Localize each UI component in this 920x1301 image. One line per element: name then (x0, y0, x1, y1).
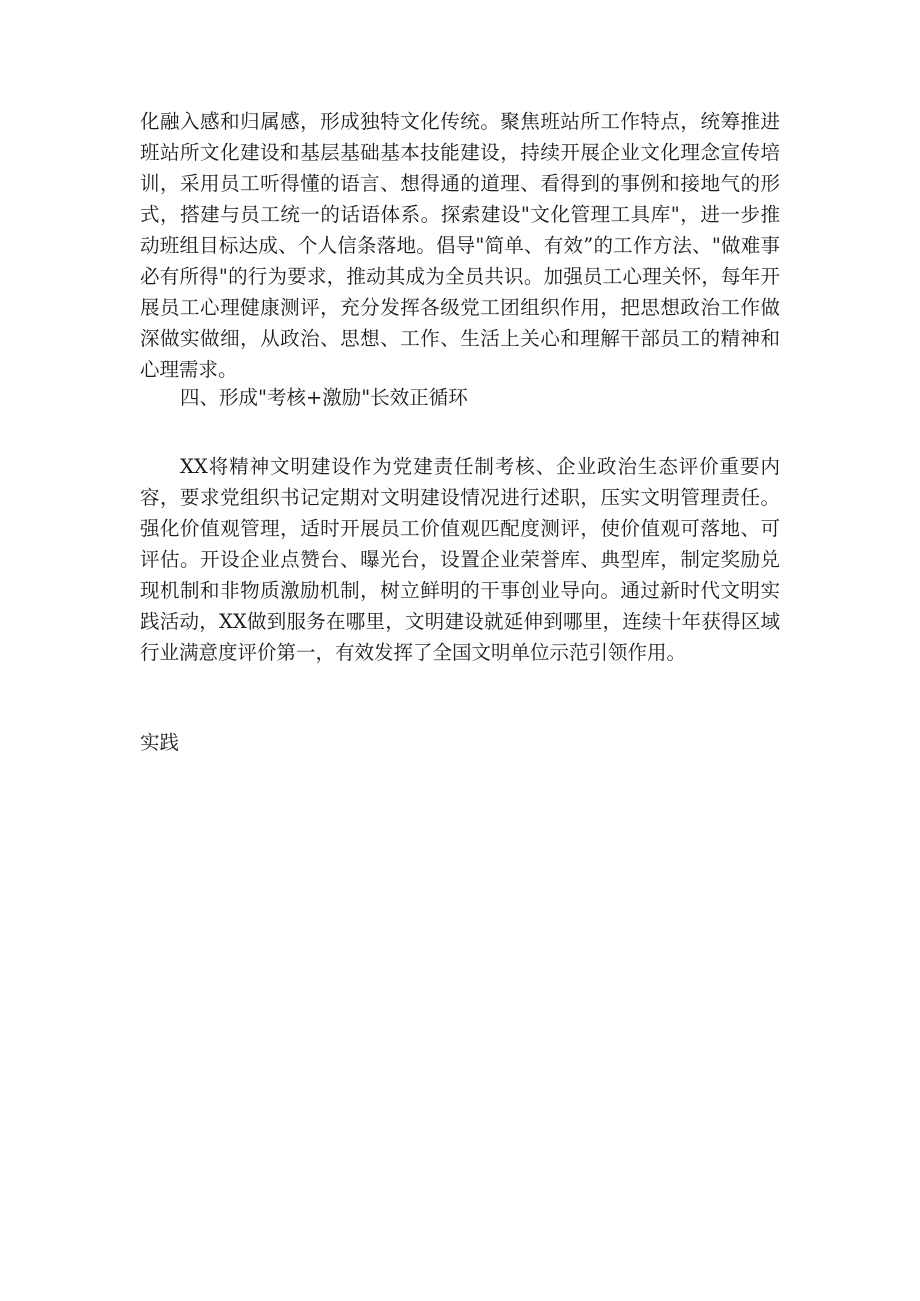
body-paragraph-assessment: XX将精神文明建设作为党建责任制考核、企业政治生态评价重要内容，要求党组织书记定期对文明建设情况进行述职，压实文明管理责任。强化价值观管理，适时开展员工价值观匹配度测评，使价值观可落地、可评估。开设企业点赞台、曝光台，设置企业荣誉库、典型库，制定奖励兑现机制和非物质激励机制，树立鲜明的干事创业导向。通过新时代文明实践活动，XX做到服务在哪里，文明建设就延伸到哪里，连续十年获得区域行业满意度评价第一，有效发挥了全国文明单位示范引领作用。 (140, 455, 780, 664)
section-heading: 四、形成"考核+激励"长效正循环 (180, 386, 468, 409)
body-paragraph-culture: 化融入感和归属感，形成独特文化传统。聚焦班站所工作特点，统筹推进班站所文化建设和基层基础基本技能建设，持续开展企业文化理念宣传培训，采用员工听得懂的语言、想得通的道理、看得到的事例和接地气的形式，搭建与员工统一的话语体系。探索建设"文化管理工具库"，进一步推动班组目标达成、个人信条落地。倡导"简单、有效”的工作方法、"做难事必有所得"的行为要求，推动其成为全员共识。加强员工心理关怀，每年开展员工心理健康测评，充分发挥各级党工团组织作用，把思想政治工作做深做实做细，从政治、思想、工作、生活上关心和理解干部员工的精神和心理需求。 (140, 110, 780, 381)
trailing-text: 实践 (140, 731, 180, 754)
